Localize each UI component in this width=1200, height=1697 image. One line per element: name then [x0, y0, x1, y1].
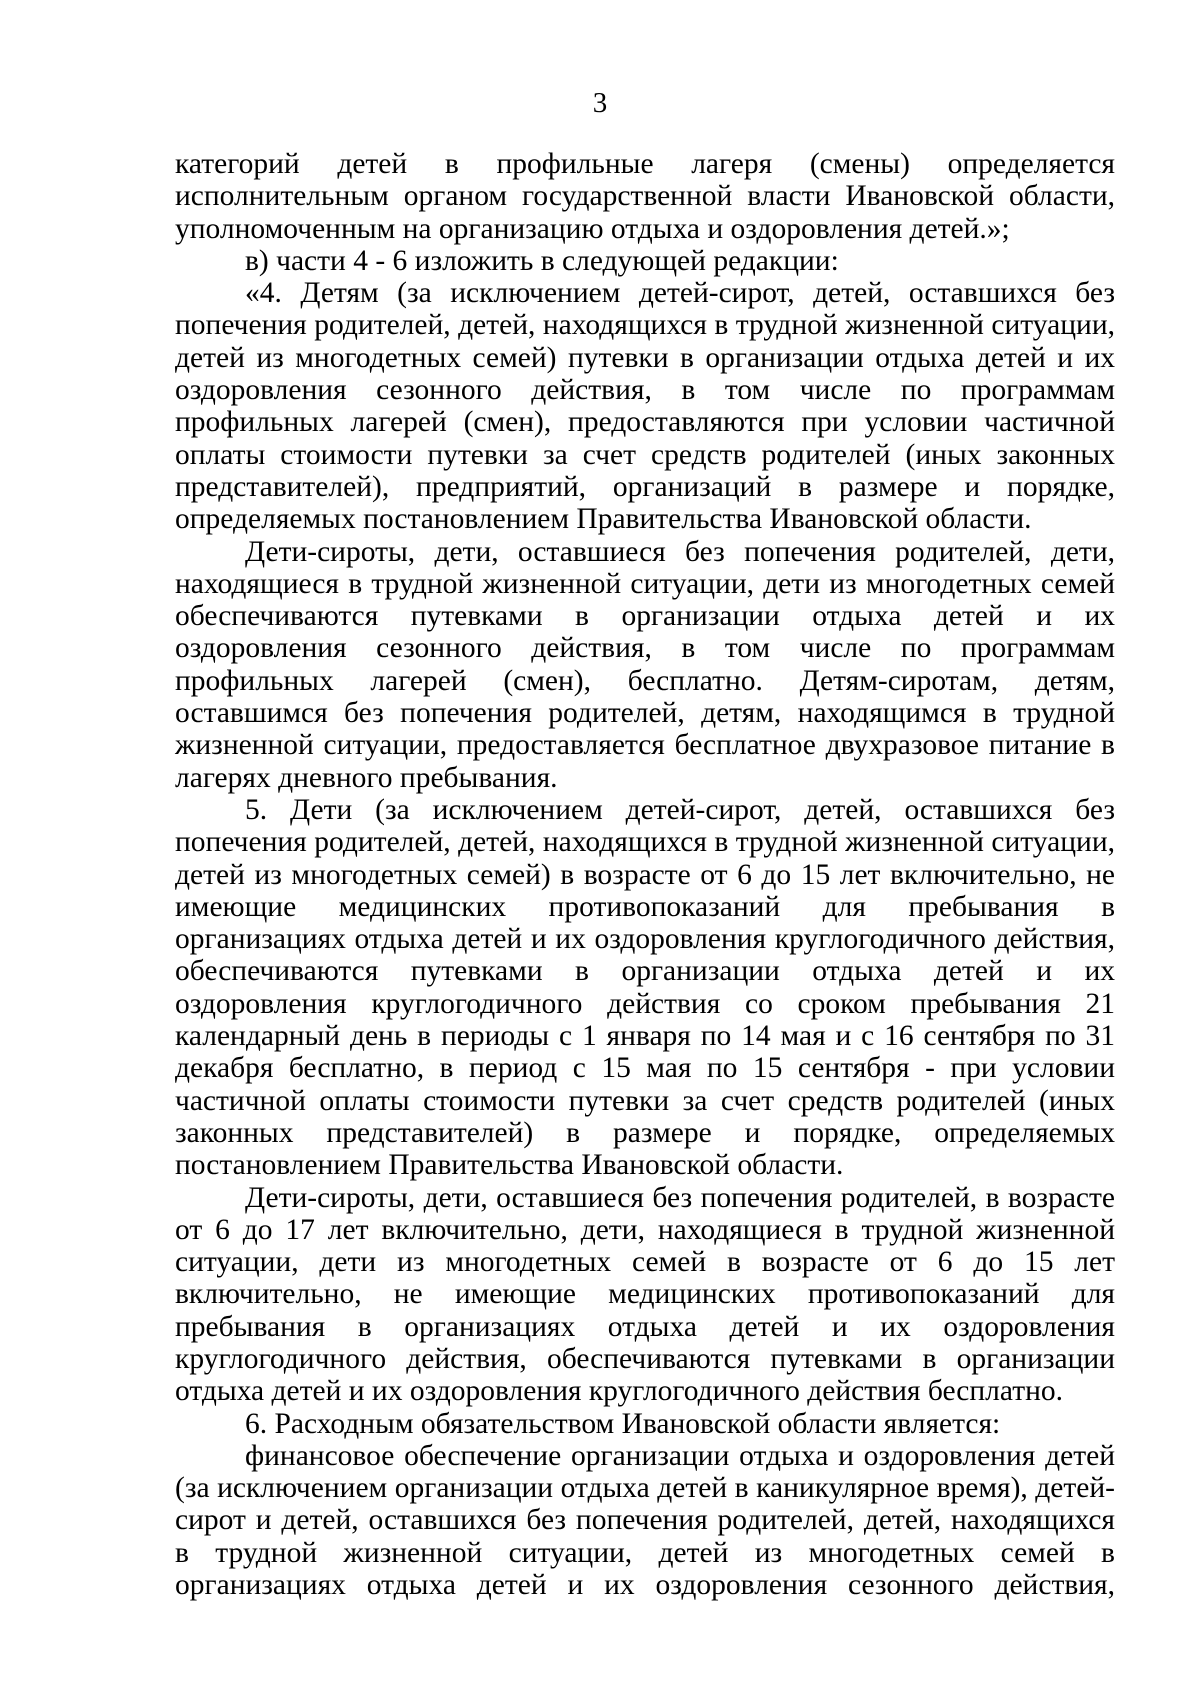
paragraph-part-6: 6. Расходным обязательством Ивановской области является:	[245, 1407, 1001, 1440]
paragraph-amendment-intro: в) части 4 - 6 изложить в следующей редакции:	[245, 244, 839, 277]
page-number: 3	[592, 87, 608, 119]
paragraph-part-4: «4. Детям (за исключением детей-сирот, детей, оставшихся без попечения родителей, детей, находящихся в трудной жизненной ситуации, детей из многодетных семей) путевки в организации отдыха детей и их оздоровления сезонного действия, в том числе по программам профильных лагерей (смен), предоставляются при условии частичной оплаты стоимости путевки за счет средств родителей (иных законных представителей), предприятий, организаций в размере и порядке, определяемых постановлением Правительства Ивановской области.	[175, 277, 1115, 536]
paragraph-orphans-seasonal: Дети-сироты, дети, оставшиеся без попечения родителей, дети, находящиеся в трудной жизненной ситуации, дети из многодетных семей обеспечиваются путевками в организации отдыха детей и их оздоровления сезонного действия, в том числе по программам профильных лагерей (смен), бесплатно. Детям-сиротам, детям, оставшимся без попечения родителей, детям, находящимся в трудной жизненной ситуации, предоставляется бесплатное двухразовое питание в лагерях дневного пребывания.	[175, 535, 1115, 794]
paragraph-financial-obligation: финансовое обеспечение организации отдыха и оздоровления детей (за исключением организации отдыха детей в каникулярное время), детей-сирот и детей, оставшихся без попечения родителей, детей, находящихся в трудной жизненной ситуации, детей из многодетных семей в организациях отдыха детей и их оздоровления сезонного действия,	[175, 1439, 1115, 1602]
paragraph-orphans-year-round: Дети-сироты, дети, оставшиеся без попечения родителей, в возрасте от 6 до 17 лет включительно, дети, находящиеся в трудной жизненной ситуации, дети из многодетных семей в возрасте от 6 до 15 лет включительно, не имеющие медицинских противопоказаний для пребывания в организациях отдыха детей и их оздоровления круглогодичного действия, обеспечиваются путевками в организации отдыха детей и их оздоровления круглогодичного действия бесплатно.	[175, 1181, 1115, 1408]
paragraph-continuation: категорий детей в профильные лагеря (смены) определяется исполнительным органом государственной власти Ивановской области, уполномоченным на организацию отдыха и оздоровления детей.»;	[175, 148, 1115, 245]
paragraph-part-5: 5. Дети (за исключением детей-сирот, детей, оставшихся без попечения родителей, детей, находящихся в трудной жизненной ситуации, детей из многодетных семей) в возрасте от 6 до 15 лет включительно, не имеющие медицинских противопоказаний для пребывания в организациях отдыха детей и их оздоровления круглогодичного действия, обеспечиваются путевками в организации отдыха детей и их оздоровления круглогодичного действия со сроком пребывания 21 календарный день в периоды с 1 января по 14 мая и с 16 сентября по 31 декабря бесплатно, в период с 15 мая по 15 сентября - при условии частичной оплаты стоимости путевки за счет средств родителей (иных законных представителей) в размере и порядке, определяемых постановлением Правительства Ивановской области.	[175, 793, 1115, 1182]
document-body	[175, 148, 1115, 1601]
